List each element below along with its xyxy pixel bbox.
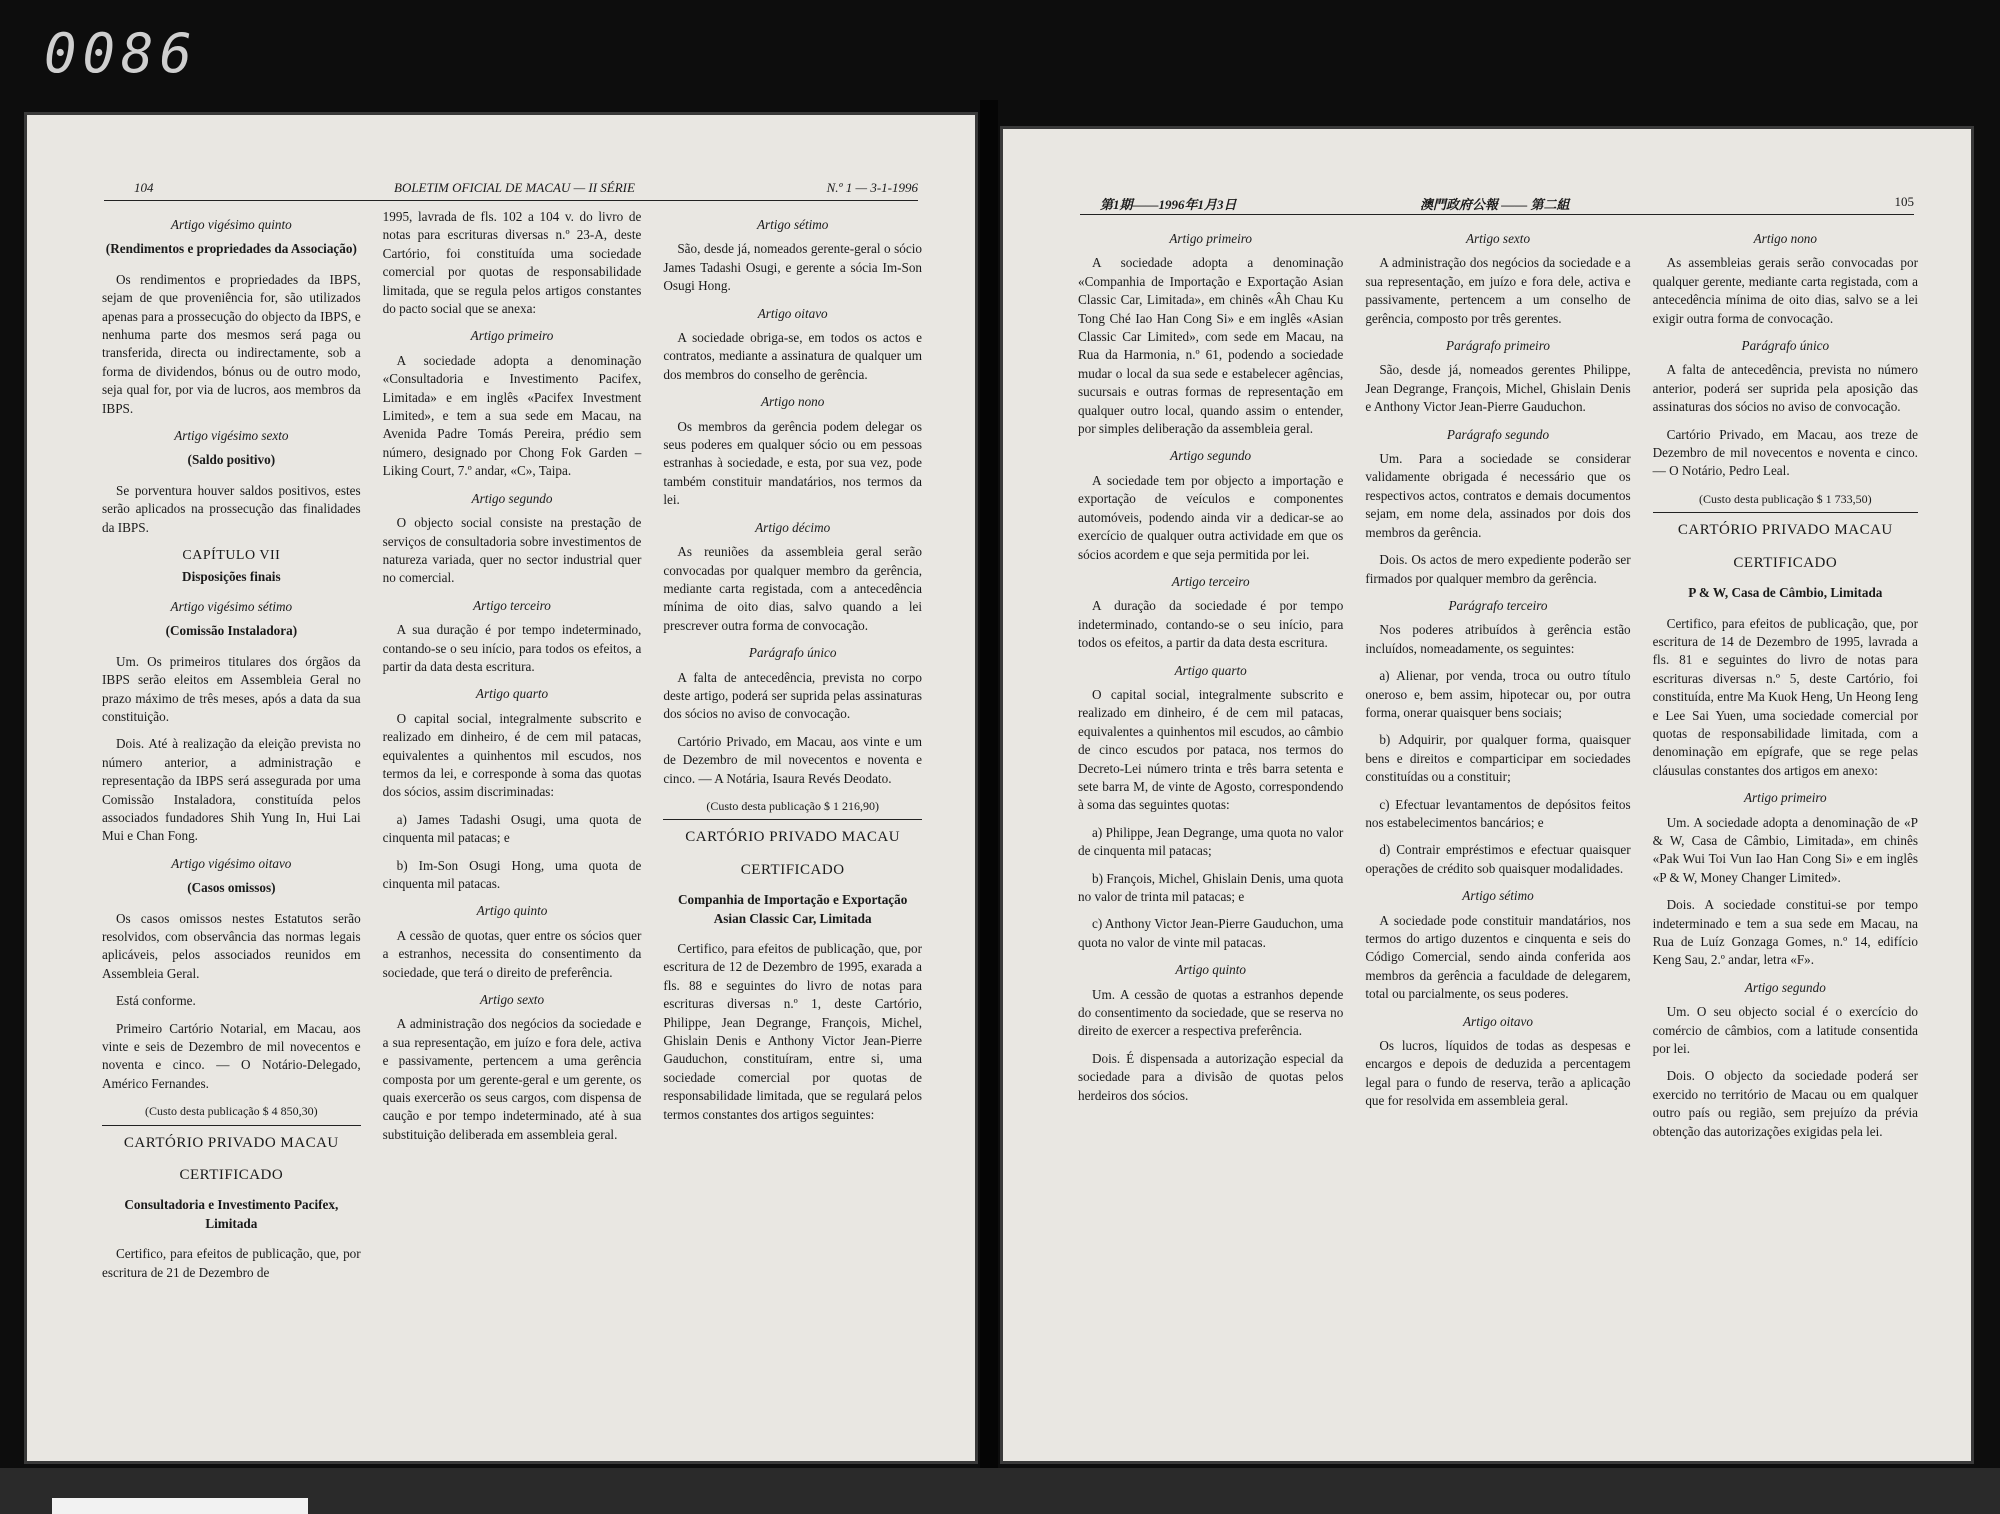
article-title: Artigo décimo: [755, 519, 831, 535]
article-text: Nos poderes atribuídos à gerência estão incluídos, nomeadamente, os seguintes:: [1365, 622, 1631, 656]
company-name: Consultadoria e Investimento Pacifex, Limitada: [124, 1197, 339, 1231]
article-text: Um. Os primeiros titulares dos órgãos da IBPS serão eleitos em Assembleia Geral no prazo máximo de três meses, após a data da sua constituição.: [102, 653, 361, 724]
article-text: Dois. É dispensada a autorização especial da sociedade para a divisão de quotas pelos herdeiros dos sócios.: [1078, 1050, 1344, 1103]
article-title: Artigo quarto: [475, 686, 549, 702]
article-title: Artigo vigésimo sexto: [174, 428, 289, 444]
chapter-heading: CAPÍTULO VII: [182, 548, 281, 564]
article-text: A sociedade pode constituir mandatários, nos termos do artigo duzentos e cinquenta e seis do Código Comercial, sendo ainda conferida aos membros da gerência a faculdade de delegarem, total ou parcialmente, os seus poderes.: [1365, 912, 1631, 1002]
quota-item: b) Im-Son Osugi Hong, uma quota de cinquenta mil patacas.: [382, 857, 642, 891]
publication-cost: (Custo desta publicação $ 1 733,50): [1699, 491, 1872, 506]
paragraph-title: Parágrafo terceiro: [1448, 597, 1548, 613]
page-gutter: [980, 100, 998, 1480]
article-title: Artigo quinto: [1175, 962, 1247, 978]
notary-office-heading: CARTÓRIO PRIVADO MACAU: [123, 1134, 339, 1151]
article-text: Os membros da gerência podem delegar os seus poderes em qualquer sócio ou em pessoas estranhas à sociedade, e esta, por sua vez, pode também constituir mandatários, nos termos da lei.: [663, 418, 923, 508]
article-title: Artigo primeiro: [470, 328, 554, 344]
paragraph-title: Parágrafo segundo: [1446, 426, 1550, 442]
article-subtitle: (Rendimentos e propriedades da Associação): [105, 241, 357, 257]
running-title: BOLETIM OFICIAL DE MACAU — II SÉRIE: [394, 180, 635, 195]
article-subtitle: (Comissão Instaladora): [165, 623, 298, 639]
article-text: São, desde já, nomeados gerente-geral o sócio James Tadashi Osugi, e gerente a sócia Im-Son Osugi Hong.: [663, 241, 923, 294]
issue-date: N.º 1 — 3-1-1996: [826, 180, 918, 195]
article-title: Artigo segundo: [1744, 979, 1826, 995]
right-page: [1000, 126, 1974, 1464]
article-text: Dois. Os actos de mero expediente poderão ser firmados por qualquer membro da gerência.: [1365, 552, 1631, 586]
article-title: Artigo primeiro: [1743, 790, 1827, 806]
article-title: Artigo terceiro: [473, 597, 551, 613]
certificate-text: Certifico, para efeitos de publicação, que, por escritura de 14 de Dezembro de 1995, lavrada a fls. 81 e seguintes do livro de notas para escrituras diversas n.º 5, deste Cartório, foi constituída, entre Ma Kuok Heng, Un Heong Ieng e Lee Sai Yuen, uma sociedade comercial por quotas de responsabilidade limitada, com a denominação em epígrafe, que se rege pelas cláusulas constantes dos artigos em anexo:: [1652, 615, 1918, 778]
article-text: Um. O seu objecto social é o exercício do comércio de câmbios, com a latitude consentida por lei.: [1652, 1004, 1918, 1057]
article-text: Dois. O objecto da sociedade poderá ser exercido no território de Macau ou em qualquer outro país ou região, sem prejuízo da prévia obtenção das autorizações exigidas pela lei.: [1652, 1068, 1918, 1139]
article-text: 1995, lavrada de fls. 102 a 104 v. do livro de notas para escrituras diversas n.º 23-A, deste Cartório, foi constituída uma sociedade comercial por quotas de responsabilidade limitada, que se regula pelos artigos constantes do pacto social que se anexa:: [382, 209, 642, 317]
article-text: As reuniões da assembleia geral serão convocadas por qualquer membro da gerência, mediante carta registada, com a antecedência mínima de oito dias, salvo quando a lei prescrever outra forma de convocação.: [663, 544, 923, 633]
article-title: Artigo oitavo: [1463, 1013, 1533, 1029]
notary-office-heading: CARTÓRIO PRIVADO MACAU: [685, 829, 901, 846]
left-running-head: [104, 176, 918, 201]
article-title: Artigo segundo: [1170, 448, 1252, 464]
right-running-head: [1080, 190, 1914, 215]
paragraph-title: Parágrafo primeiro: [1446, 338, 1550, 354]
article-title: Artigo sétimo: [1462, 888, 1534, 904]
article-text: Os lucros, líquidos de todas as despesas e encargos e depois de deduzida a percentagem legal para o fundo de reserva, terão a aplicação que for resolvida em assembleia geral.: [1365, 1038, 1631, 1109]
left-page: [24, 112, 978, 1464]
article-text: A falta de antecedência, prevista no corpo deste artigo, poderá ser suprida pelas assinaturas dos sócios no aviso de convocação.: [663, 669, 923, 722]
article-text: Se porventura houver saldos positivos, estes serão aplicados na prossecução das finalidades da IBPS.: [102, 482, 361, 535]
publication-cost: (Custo desta publicação $ 1 216,90): [706, 798, 879, 813]
certificate-text: Certifico, para efeitos de publicação, que, por escritura de 21 de Dezembro de: [102, 1246, 361, 1280]
article-title: Artigo nono: [760, 394, 825, 410]
notary-closing: Cartório Privado, em Macau, aos vinte e um de Dezembro de mil novecentos e noventa e cinco. — A Notária, Isaura Revés Deodato.: [663, 733, 923, 786]
left-column-2: [383, 208, 642, 1434]
quota-item: a) Philippe, Jean Degrange, uma quota no valor de cinquenta mil patacas;: [1078, 824, 1344, 859]
certificate-heading: CERTIFICADO: [179, 1167, 284, 1184]
article-title: Artigo segundo: [471, 490, 553, 506]
certificate-heading: CERTIFICADO: [1733, 554, 1838, 571]
notary-closing: Cartório Privado, em Macau, aos treze de Dezembro de mil novecentos e noventa e cinco. — O Notário, Pedro Leal.: [1652, 426, 1918, 479]
article-text: A administração dos negócios da sociedade e a sua representação, em juízo e fora dele, activa e passivamente, pertencem a um conselho de gerência, composto por três gerentes.: [1365, 255, 1631, 326]
article-text: São, desde já, nomeados gerentes Philippe, Jean Degrange, François, Michel, Ghislain Denis e Anthony Victor Jean-Pierre Gauduchon.: [1365, 362, 1631, 415]
article-text: A sociedade adopta a denominação «Companhia de Importação e Exportação Asian Classic Car, Limitada», em chinês «Âh Chau Ku Tong Ché Iao Han Cong Si» e em inglês «Asian Classic Car Limited», com sede em Macau, na Rua da Harmonia, n.º 61, podendo a sociedade mudar o local da sua sede e estabelecer agências, sucursais e outras formas de representação em qualquer outro local, quando assim o entender, por simples deliberação da assembleia geral.: [1078, 255, 1344, 437]
article-title: Artigo vigésimo oitavo: [171, 855, 292, 871]
article-subtitle: (Casos omissos): [187, 880, 276, 896]
article-text: As assembleias gerais serão convocadas por qualquer gerente, mediante carta registada, com a antecedência mínima de oito dias, salvo se a lei exigir outra forma de convocação.: [1652, 255, 1918, 326]
notary-closing: Primeiro Cartório Notarial, em Macau, aos vinte e seis de Dezembro de mil novecentos e noventa e cinco. — O Notário-Delegado, Américo Fernandes.: [102, 1020, 361, 1091]
film-label-strip: [52, 1498, 308, 1514]
article-text: Os casos omissos nestes Estatutos serão resolvidos, com observância das normas legais aplicáveis, pelos associados reunidos em Assembleia Geral.: [102, 910, 361, 981]
conformity-note: Está conforme.: [116, 993, 196, 1009]
publication-cost: (Custo desta publicação $ 4 850,30): [145, 1104, 318, 1119]
quota-item: a) James Tadashi Osugi, uma quota de cinquenta mil patacas; e: [382, 811, 642, 846]
article-title: Artigo quarto: [1174, 662, 1247, 678]
right-column-1: [1078, 222, 1343, 1434]
divider: [663, 819, 922, 820]
quota-item: b) François, Michel, Ghislain Denis, uma quota no valor de trinta mil patacas; e: [1078, 870, 1344, 904]
article-text: A sociedade adopta a denominação «Consultadoria e Investimento Pacifex, Limitada» e em inglês «Pacifex Investment Limited», e tem a sua sede em Macau, na Avenida Padre Tomás Pereira, prédio sem número, designado por Chong Fok Garden – Liking Court, 7.º andar, «C», Taipa.: [382, 352, 642, 479]
article-text: A administração dos negócios da sociedade e a sua representação, em juízo e fora dele, activa e passivamente, pertencem a uma gerência composta por um gerente-geral e um gerente, os quais exercerão os seus cargos, com dispensa de caução e por tempo indeterminado, até à sua substituição deliberada em assembleia geral.: [382, 1016, 642, 1142]
article-text: A falta de antecedência, prevista no número anterior, poderá ser suprida pela aposição das assinaturas dos sócios no aviso de convocação.: [1652, 362, 1918, 415]
divider: [102, 1125, 361, 1126]
article-text: O capital social, integralmente subscrito e realizado em dinheiro, é de cem mil patacas, equivalentes a quinhentos mil escudos, nos termos da lei, e corresponde à soma das quotas dos sócios, assim discriminadas:: [382, 710, 642, 800]
power-item: c) Efectuar levantamentos de depósitos feitos nos estabelecimentos bancários; e: [1365, 796, 1631, 830]
article-title: Artigo primeiro: [1169, 231, 1252, 246]
article-title: Artigo sétimo: [756, 217, 829, 232]
running-date: 第1期——1996年1月3日: [1100, 197, 1237, 212]
article-text: A sociedade obriga-se, em todos os actos e contratos, mediante a assinatura de qualquer um dos membros do conselho de gerência.: [663, 330, 923, 382]
quota-item: c) Anthony Victor Jean-Pierre Gauduchon, uma quota no valor de vinte mil patacas.: [1078, 916, 1344, 950]
article-title: Artigo vigésimo sétimo: [170, 598, 293, 614]
article-text: A sua duração é por tempo indeterminado, contando-se o seu início, para todos os efeitos, a partir da data desta escritura.: [382, 622, 642, 674]
article-text: Um. A sociedade adopta a denominação de «P & W, Casa de Câmbio, Limitada», em chinês «Pak Wui Toi Vun Iao Han Cong Si» e em inglês «P & W, Money Changer Limited».: [1652, 814, 1918, 885]
article-text: Dois. A sociedade constitui-se por tempo indeterminado e tem a sua sede em Macau, na Rua de Luíz Gonzaga Gomes, n.º 14, edifício Keng Sau, 2.º andar, letra «F».: [1652, 897, 1918, 968]
left-column-1: [102, 208, 361, 1434]
article-text: Os rendimentos e propriedades da IBPS, sejam de que proveniência for, são utilizados apenas para a prossecução do objecto da IBPS, e nenhuma parte dos mesmos será paga ou transferida, directa ou indirectamente, sob a forma de dividendos, bónus ou de outro modo, seja qual for, por via de lucros, aos membros da IBPS.: [102, 271, 361, 416]
paragraph-title: Parágrafo único: [748, 645, 837, 661]
article-text: O objecto social consiste na prestação de serviços de consultadoria sobre investimentos de natureza variada, quer no sector industrial quer no comercial.: [382, 515, 642, 586]
right-column-3: [1653, 222, 1918, 1434]
divider: [1653, 512, 1918, 513]
company-name: Companhia de Importação e Exportação Asian Classic Car, Limitada: [678, 892, 908, 926]
article-title: Artigo oitavo: [757, 305, 828, 321]
certificate-heading: CERTIFICADO: [740, 861, 845, 878]
article-subtitle: (Saldo positivo): [187, 452, 276, 468]
film-frame-number: 0086: [44, 22, 199, 85]
power-item: a) Alienar, por venda, troca ou outro título oneroso e, bem assim, hipotecar ou, por outra forma, onerar quaisquer bens sociais;: [1365, 668, 1631, 720]
running-title: 澳門政府公報 —— 第二組: [1420, 197, 1570, 212]
power-item: d) Contrair empréstimos e efectuar quaisquer operações de crédito sob quaisquer modalidades.: [1365, 842, 1631, 876]
article-text: Um. A cessão de quotas a estranhos depende do consentimento da sociedade, que se reserva no direito de exercer a respectiva preferência.: [1078, 986, 1344, 1039]
article-title: Artigo terceiro: [1171, 573, 1250, 589]
article-title: Artigo sexto: [1465, 231, 1531, 246]
company-name: P & W, Casa de Câmbio, Limitada: [1688, 585, 1883, 601]
certificate-text: Certifico, para efeitos de publicação, que, por escritura de 12 de Dezembro de 1995, exarada a fls. 88 e seguintes do livro de notas para escrituras diversas n.º 1, deste Cartório, Philippe, Jean Degrange, François, Michel, Ghislain Denis e Anthony Victor Jean-Pierre Gauduchon, constituíram, entre si, uma sociedade comercial por quotas de responsabilidade limitada, que se regulará pelos termos constantes dos artigos seguintes:: [663, 941, 923, 1122]
left-column-3: [663, 208, 922, 1434]
right-column-2: [1365, 222, 1630, 1434]
article-title: Artigo nono: [1753, 231, 1817, 246]
article-text: A sociedade tem por objecto a importação e exportação de veículos e componentes automóveis, podendo ainda vir a dedicar-se ao exercício de qualquer outra actividade em que os sócios acordem e que seja permitida por lei.: [1078, 472, 1344, 562]
page-number: 104: [134, 180, 154, 195]
page-number: 105: [1894, 194, 1914, 209]
article-text: Dois. Até à realização da eleição prevista no número anterior, a administração e representação da IBPS será assegurada por uma Comissão Instaladora, constituída pelos associados fundadores Shih Yung In, Hui Lai Mui e Chan Fong.: [102, 736, 361, 844]
notary-office-heading: CARTÓRIO PRIVADO MACAU: [1677, 522, 1893, 539]
chapter-subtitle: Disposições finais: [182, 568, 281, 584]
article-text: A duração da sociedade é por tempo indeterminado, contando-se o seu início, para todos os efeitos, a partir da data desta escritura.: [1078, 598, 1344, 651]
paragraph-title: Parágrafo único: [1741, 338, 1830, 354]
article-text: O capital social, integralmente subscrito e realizado em dinheiro, é de cem mil patacas, equivalentes a quinhentos mil escudos, ao câmbio de cinco escudos por pataca, nos termos do Decreto-Lei número trinta e três barra setenta e sete barra M, de vinte de Agosto, correspondendo à soma das seguintes quotas:: [1078, 686, 1344, 813]
article-title: Artigo vigésimo quinto: [170, 217, 292, 232]
article-title: Artigo sexto: [479, 992, 545, 1008]
article-text: Um. Para a sociedade se considerar validamente obrigada é necessário que os respectivos actos, contratos e demais documentos sejam, em nome dela, assinados por dois dos membros da gerência.: [1365, 451, 1631, 540]
power-item: b) Adquirir, por qualquer forma, quaisquer bens e direitos e comparticipar em sociedades constituídas ou a constituir;: [1365, 732, 1631, 785]
article-text: A cessão de quotas, quer entre os sócios quer a estranhos, necessita do consentimento da sociedade, que terá o direito de preferência.: [382, 927, 642, 980]
article-title: Artigo quinto: [476, 903, 548, 919]
